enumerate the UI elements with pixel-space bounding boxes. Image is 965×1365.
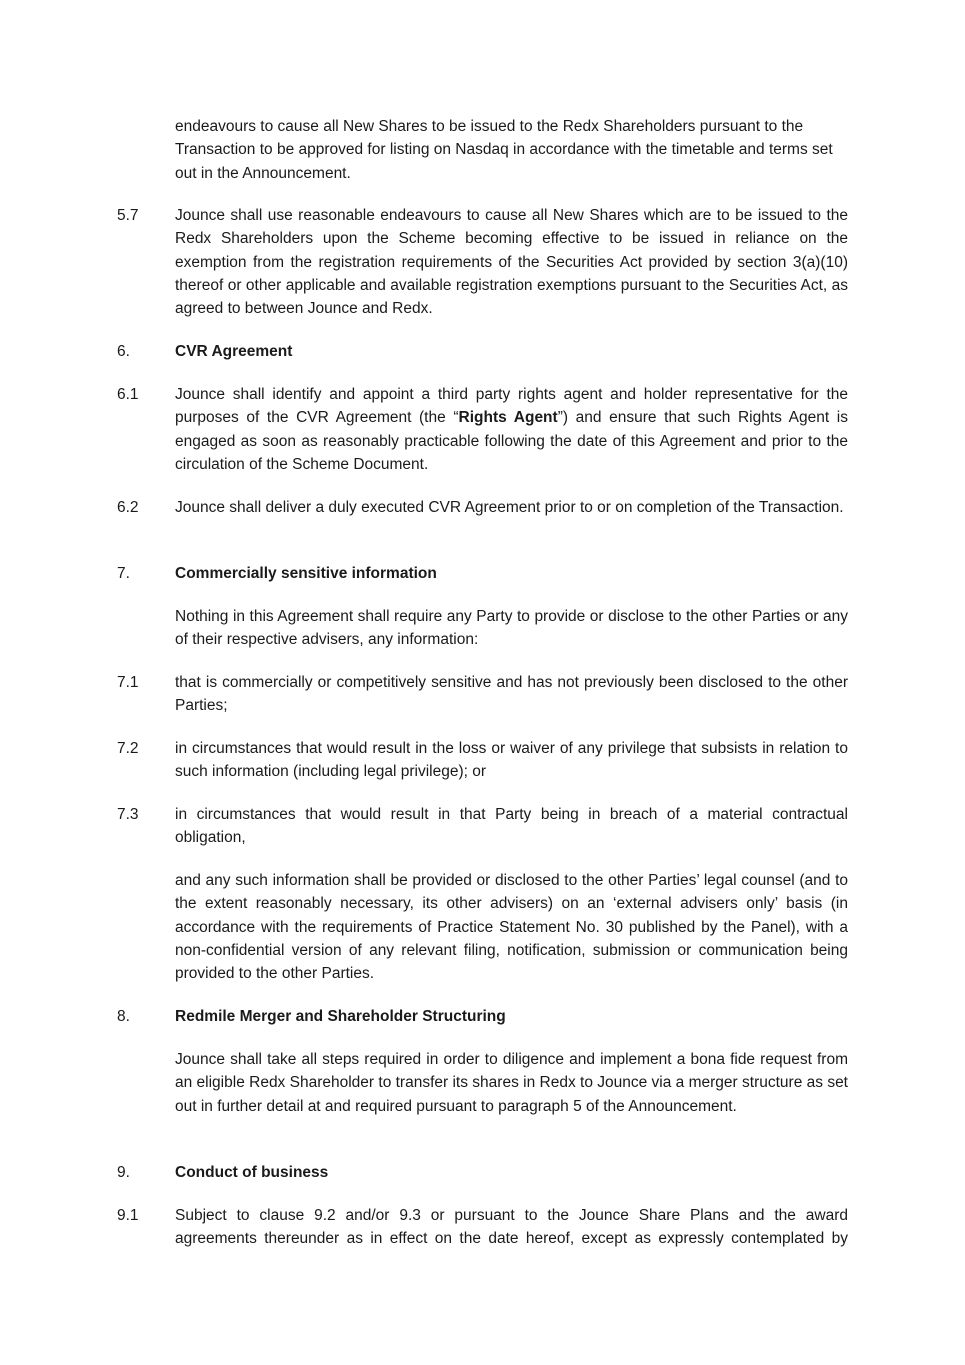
clause-text: in circumstances that would result in that Party being in breach of a material contractual obligation, xyxy=(175,806,848,847)
clause-text-part: Jounce shall identify and appoint a third party rights agent and holder representative for the purposes of the CVR Agreement (the “ xyxy=(175,386,848,427)
section-number: 7. xyxy=(117,565,130,582)
section-number: 6. xyxy=(117,343,130,360)
clause-7-3 xyxy=(117,803,848,850)
section-heading-6 xyxy=(117,340,848,363)
section-7-intro xyxy=(117,605,848,652)
defined-term: Rights Agent xyxy=(458,409,558,427)
clause-text: Subject to clause 9.2 and/or 9.3 or pursuant to the Jounce Share Plans and the award agreements thereunder as in effect on the date hereof, except as expressly contemplated by xyxy=(175,1207,848,1248)
clause-text-part: ”) and ensure that such Rights Agent is engaged as soon as reasonably practicable following the date of this Agreement and prior to the circulation of the Scheme Document. xyxy=(175,409,848,473)
clause-number: 5.7 xyxy=(117,207,139,224)
clause-number: 6.2 xyxy=(117,499,139,516)
section-7-tail xyxy=(117,869,848,985)
section-heading-8 xyxy=(117,1005,848,1028)
section-heading-9 xyxy=(117,1161,848,1184)
clause-number: 7.2 xyxy=(117,740,139,757)
clause-6-1 xyxy=(117,383,848,476)
paragraph-text: Jounce shall take all steps required in order to diligence and implement a bona fide request from an eligible Redx Shareholder to transfer its shares in Redx to Jounce via a merger structure as set out in further detail at and required pursuant to paragraph 5 of the Announcement. xyxy=(175,1051,848,1115)
clause-text: that is commercially or competitively sensitive and has not previously been disclosed to the other Parties; xyxy=(175,674,848,715)
section-8-body xyxy=(117,1048,848,1118)
paragraph-text: Nothing in this Agreement shall require any Party to provide or disclose to the other Parties or any of their respective advisers, any information: xyxy=(175,608,848,649)
clause-number: 6.1 xyxy=(117,386,139,403)
paragraph-text: and any such information shall be provided or disclosed to the other Parties’ legal counsel (and to the extent reasonably necessary, its other advisers) on an ‘external advisers only’ basis (in accordance with the requirements of Practice Statement No. 30 published by the Panel), with a non-confidential version of any relevant filing, notification, submission or communication being provided to the other Parties. xyxy=(175,872,848,983)
clause-text: in circumstances that would result in the loss or waiver of any privilege that subsists in relation to such information (including legal privilege); or xyxy=(175,740,848,781)
paragraph-5-6-continuation xyxy=(117,115,848,185)
clause-7-1 xyxy=(117,671,848,718)
clause-number: 9.1 xyxy=(117,1207,139,1224)
section-title: Redmile Merger and Shareholder Structuring xyxy=(175,1008,506,1025)
section-heading-7 xyxy=(117,562,848,585)
clause-number: 7.1 xyxy=(117,674,139,691)
clause-text xyxy=(175,383,848,476)
clause-text: Jounce shall deliver a duly executed CVR Agreement prior to or on completion of the Transaction. xyxy=(175,499,844,516)
section-number: 9. xyxy=(117,1164,130,1181)
clause-5-7 xyxy=(117,204,848,320)
clause-9-1 xyxy=(117,1204,848,1251)
clause-number: 7.3 xyxy=(117,806,139,823)
paragraph-text: endeavours to cause all New Shares to be issued to the Redx Shareholders pursuant to the Transaction to be approved for listing on Nasdaq in accordance with the timetable and terms set out in the Announcement. xyxy=(175,118,833,182)
section-title: Commercially sensitive information xyxy=(175,565,437,582)
clause-6-2 xyxy=(117,496,848,519)
clause-7-2 xyxy=(117,737,848,784)
section-number: 8. xyxy=(117,1008,130,1025)
section-title: Conduct of business xyxy=(175,1164,329,1181)
section-title: CVR Agreement xyxy=(175,343,293,360)
clause-text: Jounce shall use reasonable endeavours to cause all New Shares which are to be issued to the Redx Shareholders upon the Scheme becoming effective to be issued in reliance on the exemption from the registration requirements of the Securities Act provided by section 3(a)(10) thereof or other applicable and available registration exemptions pursuant to the Securities Act, as agreed to between Jounce and Redx. xyxy=(175,207,848,318)
